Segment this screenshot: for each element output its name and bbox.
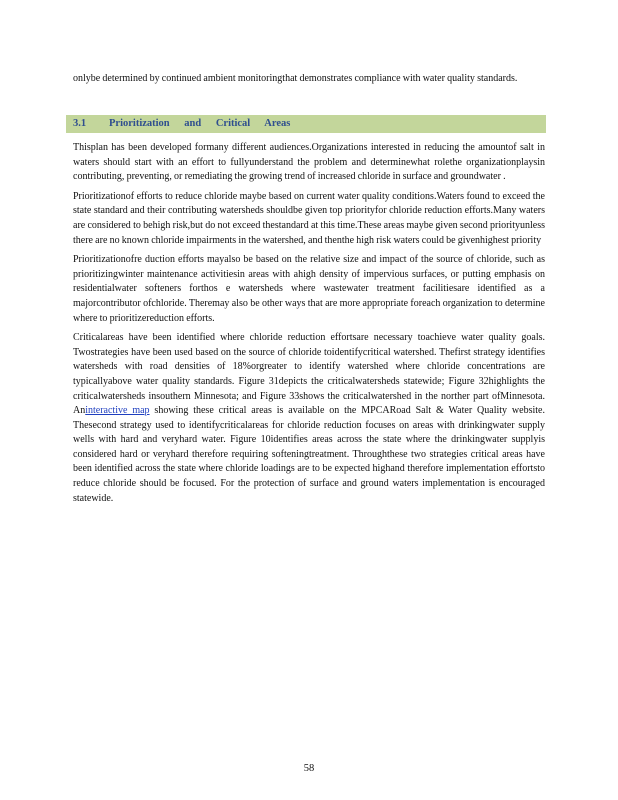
critical-areas-text-end: showing these critical areas is available on the MPCARoad Salt & Water Quality website. Thesecond strategy used to identifycriticalareas for chloride reduction focuses on areas with drinkingwater supply wells with hard and veryhard water. Figure 10identifies areas across the state where the drinkingwater supplyis considered hard or veryhard therefore requiring softeningtreatment. Throughthese two strategies critical areas have been identified across the state where chloride loadings are to be expected highand therefore implementation effortsto reduce chloride should be focused. For the protection of surface and ground waters implementation is encouraged statewide.: [73, 405, 545, 504]
paragraph-water-quality-priority: Prioritizationof efforts to reduce chloride maybe based on current water quality conditions.Waters found to exceed the state standard and their contributing watersheds shouldbe given top priorityfor chloride reduction efforts.Many waters are considered to behigh risk,but do not exceed thestandard at this time.These areas maybe given second priorityunless there are no known chloride impairments in the watershed, and thenthe high risk waters could be givenhighest priority: [73, 190, 545, 246]
paragraph-audiences: Thisplan has been developed formany different audiences.Organizations interested in reducing the amountof salt in waters should start with an effort to fullyunderstand the problem and determinewhat rolethe organizationplaysin contributing, preventing, or remediating the growing trend of increased chloride in surface and groundwater .: [73, 142, 545, 183]
paragraph-source-priority: Prioritizationofre duction efforts mayalso be based on the relative size and impact of the source of chloride, such as prioritizingwinter maintenance activitiesin areas with ahigh density of impervious surfaces, or putting emphasis on residentialwater softeners forthos e watersheds where wastewater treatment facilitiesare identified as a majorcontributor ofchloride. Theremay also be other ways that are more appropriate foreach organization to determine where to prioritizereduction efforts.: [73, 254, 545, 324]
section-heading: [66, 115, 546, 133]
section-title: Prioritization and Critical Areas: [109, 118, 291, 129]
critical-areas-text-start: Criticalareas have been identified where chloride reduction effortsare necessary toachieve water quality goals. Twostrategies have been used based on the source of chloride toidentifycritical watershed. Thefirst strategy identifies watersheds with road densities of 18%orgreater to identify watershed where chloride concentrations are typicallyabove water quality standards. Figure 31depicts the criticalwatersheds statewide; Figure 32highlights the criticalwatersheds insouthern Minnesota; and Figure 33shows the criticalwatershed in the norther part ofMinnesota. An: [73, 332, 545, 417]
interactive-map-link[interactable]: interactive map: [85, 405, 150, 417]
intro-paragraph: onlybe determined by continued ambient monitoringthat demonstrates compliance with water quality standards.: [73, 73, 518, 84]
page-number: 58: [303, 763, 315, 774]
paragraph-critical-areas: [73, 331, 545, 506]
section-number: 3.1: [73, 118, 87, 129]
intro-block: [73, 72, 545, 92]
body-text: [73, 141, 545, 511]
